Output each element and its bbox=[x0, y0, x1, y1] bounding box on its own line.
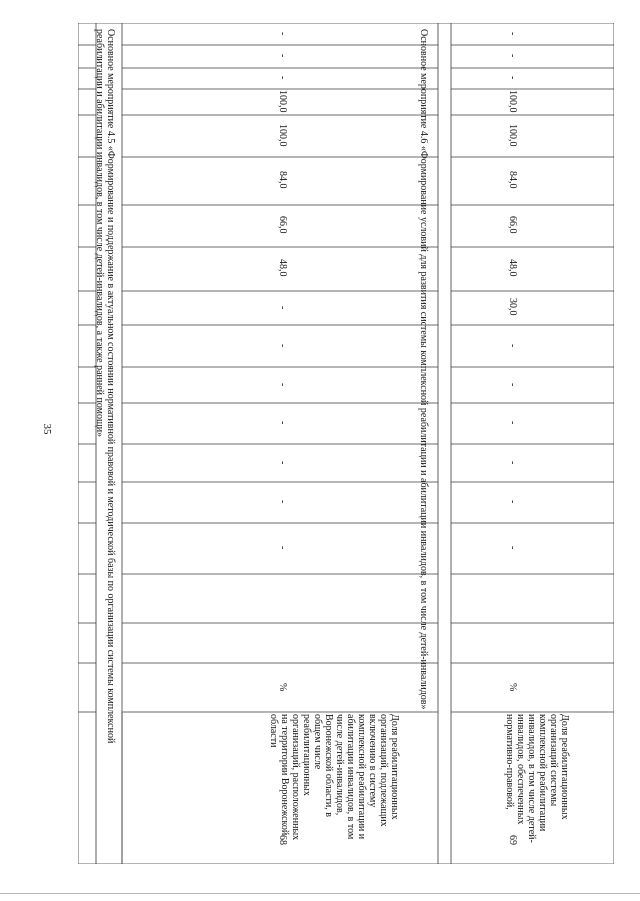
row-68-value: - bbox=[277, 546, 288, 550]
row-68-value: 48,0 bbox=[277, 259, 288, 277]
indicator-text-69: Доля реабилитационных организаций системы комплексной реабилитации инвалидов, в том числе детей-инвалидов, обеспеченных нормативно-правовой, bbox=[504, 714, 570, 843]
row-69-value: 84,0 bbox=[507, 171, 518, 189]
row-68-value: - bbox=[277, 421, 288, 425]
row-68-value: - bbox=[277, 31, 288, 35]
row-69-value: 66,0 bbox=[507, 216, 518, 234]
page-number: 35 bbox=[41, 423, 53, 435]
row-69-value: - bbox=[507, 76, 518, 80]
row-69-value: - bbox=[507, 460, 518, 464]
row-68-value: - bbox=[277, 54, 288, 58]
row-68-value: - bbox=[277, 305, 288, 309]
row-69-value: 100,0 bbox=[507, 89, 518, 112]
indicator-text-68: Доля реабилитационных организаций, подлежащих включению в систему комплексной реабилитации и абилитации инвалидов, в том числе детей-инвалидов, Воронежской области, в общем числе реабилитационных организаций, расположенных на территории Воронежской области bbox=[268, 714, 400, 841]
row-68-value: - bbox=[277, 382, 288, 386]
row-68-value: - bbox=[277, 460, 288, 464]
row-69-value: - bbox=[507, 382, 518, 386]
row-69-value: - bbox=[507, 500, 518, 504]
row-69-value: - bbox=[507, 421, 518, 425]
row-69-value: 30,0 bbox=[507, 298, 518, 316]
row-number-68: 68 bbox=[277, 835, 288, 845]
row-69-value: - bbox=[507, 54, 518, 58]
row-69-value: 100,0 bbox=[507, 123, 518, 146]
row-68-value: - bbox=[277, 343, 288, 347]
row-69-value: - bbox=[507, 546, 518, 550]
row-68-value: 66,0 bbox=[277, 216, 288, 234]
row-number-69: 69 bbox=[507, 835, 518, 845]
row-68-value: 100,0 bbox=[277, 89, 288, 112]
section-heading-4-6: Основное мероприятие 4.6 «Формирование условий для развития системы комплексной реабилитации и абилитации инвалидов, в том числе детей-инвалидов» bbox=[418, 29, 429, 710]
row-69-value: - bbox=[507, 343, 518, 347]
row-unit-69: % bbox=[507, 683, 518, 692]
rotated-table bbox=[78, 23, 614, 864]
row-unit-68: % bbox=[277, 683, 288, 692]
row-69-value: 48,0 bbox=[507, 259, 518, 277]
page-bottom-rule bbox=[0, 893, 640, 894]
row-68-value: 84,0 bbox=[277, 171, 288, 189]
row-68-value: - bbox=[277, 76, 288, 80]
section-heading-4-5: Основное мероприятие 4.5 «Формирование и поддержание в актуальном состоянии нормативной правовой и методической базы по организации системы комплексной реабилитации и абилитации инвалидов, в том числе детей-инвалидов, а также ранней помощи» bbox=[94, 29, 116, 744]
row-68-value: - bbox=[277, 500, 288, 504]
row-68-value: 100,0 bbox=[277, 123, 288, 146]
row-69-value: - bbox=[507, 31, 518, 35]
